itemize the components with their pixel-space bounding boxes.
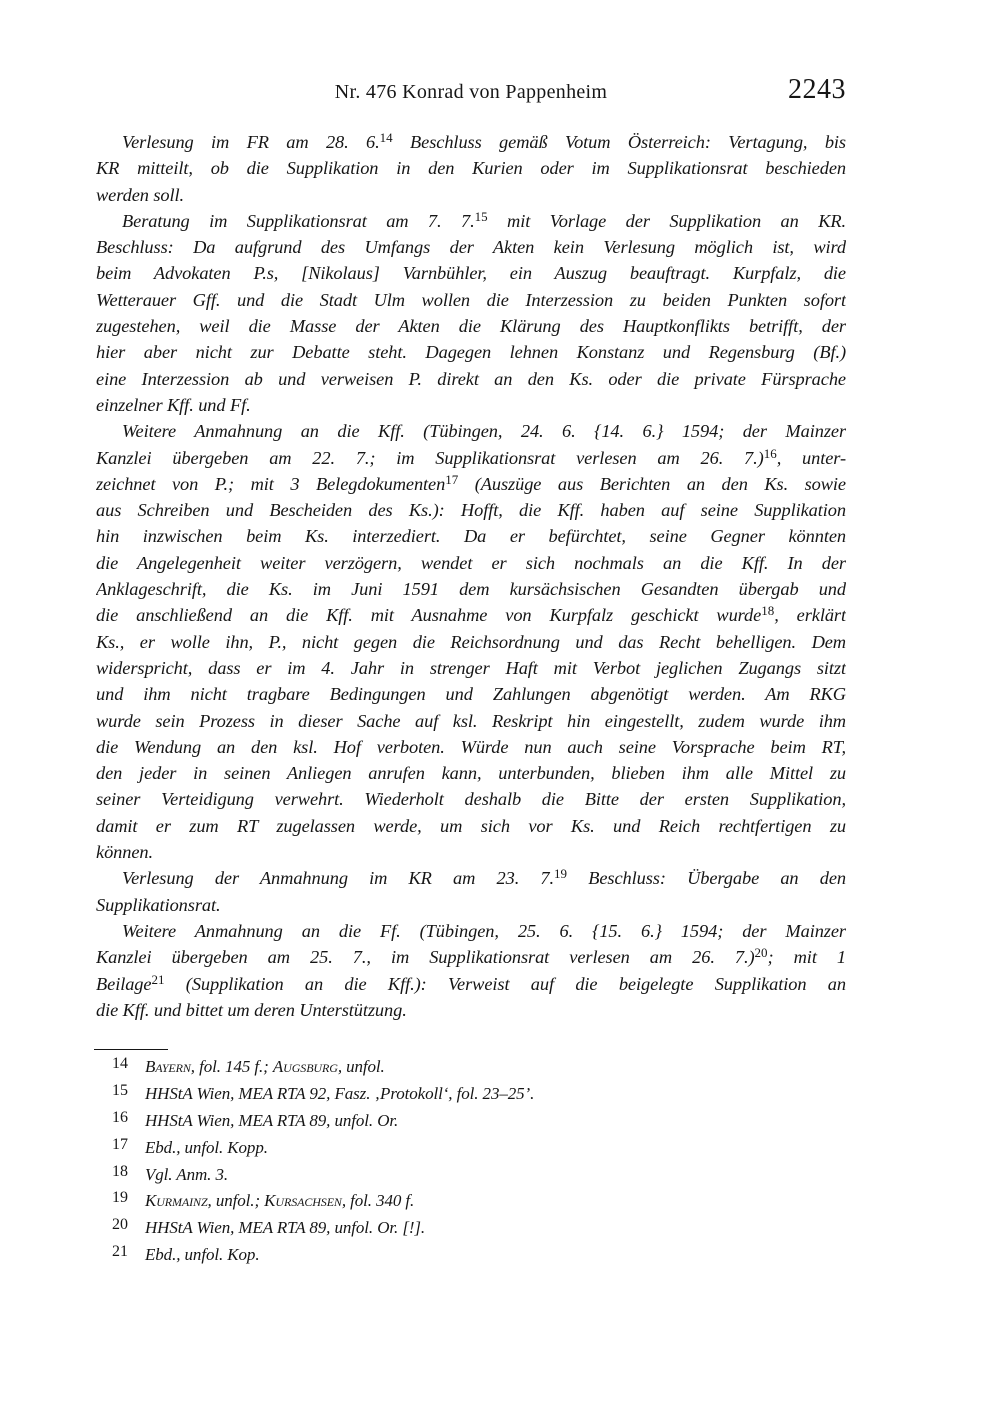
footnote-number: 18 xyxy=(112,1164,128,1180)
text-line: eine Interzession ab und verweisen P. direkt an den Ks. oder die private Fürsprache xyxy=(96,368,846,389)
footnote xyxy=(96,1191,846,1218)
text-line: Weitere Anmahnung an die Kff. (Tübingen, 24. 6. {14. 6.} 1594; der Mainzer xyxy=(122,421,846,442)
text-line: und ihm nicht tragbare Bedingungen und Zahlungen abgenötigt werden. Am RKG xyxy=(96,684,846,705)
paragraph xyxy=(96,129,846,208)
archive-name: Augsburg xyxy=(272,1057,338,1076)
text-line: zeichnet von P.; mit 3 Belegdokumenten$^{17}$ (Auszüge aus Berichten an den Ks. sowie xyxy=(96,471,846,494)
header-right xyxy=(607,74,846,106)
text-line: damit er zum RT zugelassen werde, um sich vor Ks. und Reich rechtfertigen zu xyxy=(96,815,846,836)
footnote-text: Bayern, fol. 145 f.; Augsburg, unfol. xyxy=(145,1057,385,1076)
footnote-number: 17 xyxy=(112,1137,128,1153)
paragraph xyxy=(96,865,846,918)
text-line: KR mitteilt, ob die Supplikation in den Kurien oder im Supplikationsrat beschieden xyxy=(96,158,846,179)
footnote-separator xyxy=(94,1049,168,1050)
text-line: Anklageschrift, die Ks. im Juni 1591 dem kursächsischen Gesandten übergab und xyxy=(96,579,846,600)
footnote-number: 15 xyxy=(112,1083,128,1099)
footnote xyxy=(96,1138,846,1165)
footnote xyxy=(96,1057,846,1084)
running-header xyxy=(96,74,846,106)
text-line: einzelner Kff. und Ff. xyxy=(96,394,251,415)
text-line: Kanzlei übergeben am 25. 7., im Supplikationsrat verlesen am 26. 7.)$^{20}$; mit 1 xyxy=(96,945,846,968)
footnote-ref: 14 xyxy=(379,130,393,145)
footnote-number: 19 xyxy=(112,1191,128,1207)
text-line: hier aber nicht zur Debatte steht. Dagegen lehnen Konstanz und Regensburg (Bf.) xyxy=(96,342,846,363)
footnote xyxy=(96,1084,846,1111)
text-line: Supplikationsrat. xyxy=(96,894,221,915)
archive-name: Kurmainz xyxy=(145,1191,208,1211)
footnote xyxy=(96,1218,846,1245)
paragraph xyxy=(96,418,846,865)
footnote-ref: 18 xyxy=(761,603,775,619)
archive-name: Bayern xyxy=(145,1057,191,1076)
footnote xyxy=(96,1245,846,1272)
footnote-text: Kurmainz, unfol.; Kursachsen, fol. 340 f. xyxy=(145,1191,415,1211)
footnote-ref: 20 xyxy=(754,945,768,961)
running-header-title: Nr. 476 Konrad von Pappenheim xyxy=(334,81,608,103)
text-line: den jeder in seinen Anliegen anrufen kann, unterbunden, blieben ihm alle Mittel zu xyxy=(96,763,846,784)
text-line: die anschließend an die Kff. mit Ausnahme von Kurpfalz geschickt wurde$^{18}$, erklärt xyxy=(96,603,846,626)
body-text xyxy=(96,129,846,1023)
text-line: widerspricht, dass er im 4. Jahr in strenger Haft mit Verbot jeglichen Zugangs sitzt xyxy=(96,657,846,678)
text-line: seiner Verteidigung verwehrt. Wiederholt deshalb die Bitte der ersten Supplikation, xyxy=(96,789,846,810)
archive-name: Kursachsen xyxy=(264,1191,342,1211)
text-line: die Angelegenheit weiter verzögern, wendet er sich nochmals an die Kff. In der xyxy=(96,552,846,573)
text-line: Beratung im Supplikationsrat am 7. 7.15 mit Vorlage der Supplikation an KR. xyxy=(122,208,846,231)
footnote-number: 21 xyxy=(112,1245,128,1261)
paragraph xyxy=(96,918,846,1023)
text-line: zugestehen, weil die Masse der Akten die Klärung des Hauptkonflikts betrifft, der xyxy=(96,316,846,337)
text-line: hin inzwischen beim Ks. interzediert. Da er befürchtet, seine Gegner könnten xyxy=(96,526,846,547)
footnote-text: HHStA Wien, MEA RTA 89, unfol. Or. xyxy=(145,1110,399,1130)
text-line: beim Advokaten P.s, [Nikolaus] Varnbühler, ein Auszug beauftragt. Kurpfalz, die xyxy=(96,263,846,284)
footnote-ref: 19 xyxy=(554,866,567,882)
text-line: Verlesung der Anmahnung im KR am 23. 7.19 Beschluss: Übergabe an den xyxy=(122,866,846,889)
footnote-ref: 15 xyxy=(474,208,488,224)
text-line: Ks., er wolle ihn, P., nicht gegen die Reichsordnung und das Recht behelligen. Dem xyxy=(96,631,846,652)
text-line: wurde sein Prozess in dieser Sache auf ksl. Reskript hin eingestellt, zudem wurde ihm xyxy=(96,710,846,731)
text-line: Weitere Anmahnung an die Ff. (Tübingen, 25. 6. {15. 6.} 1594; der Mainzer xyxy=(122,920,846,941)
paragraph xyxy=(96,208,846,418)
page-number: 2243 xyxy=(788,74,846,105)
text-line: die Wendung an den ksl. Hof verboten. Würde nun auch seine Vorsprache beim RT, xyxy=(96,736,846,757)
footnotes-list xyxy=(96,1057,846,1272)
footnote-number: 20 xyxy=(112,1218,128,1234)
footnote xyxy=(96,1165,846,1192)
text-line: Wetterauer Gff. und die Stadt Ulm wollen die Interzession zu beiden Punkten sofort xyxy=(96,289,846,310)
footnote-ref: 17 xyxy=(445,471,459,487)
footnote-text: Vgl. Anm. 3. xyxy=(145,1164,229,1184)
text-line: können. xyxy=(96,842,154,863)
text-line: Verlesung im FR am 28. 6.14 Beschluss gemäß Votum Österreich: Vertagung, bis xyxy=(122,130,846,152)
footnote-number: 14 xyxy=(112,1057,128,1072)
text-line: Beilage$^{21}$ (Supplikation an die Kff.): Verweist auf die beigelegte Supplikation an xyxy=(96,971,846,994)
text-line: die Kff. und bittet um deren Unterstützung. xyxy=(96,999,407,1020)
text-line: werden soll. xyxy=(96,184,185,205)
text-line: aus Schreiben und Bescheiden des Ks.): Hofft, die Kff. haben auf seine Supplikation xyxy=(96,500,846,521)
footnote xyxy=(96,1111,846,1138)
footnote-text: HHStA Wien, MEA RTA 92, Fasz. ‚Protokoll‘, fol. 23–25’. xyxy=(145,1083,535,1103)
footnote-ref: 21 xyxy=(151,971,165,987)
footnote-text: Ebd., unfol. Kopp. xyxy=(145,1137,268,1157)
text-line: Beschluss: Da aufgrund des Umfangs der Akten kein Verlesung möglich ist, wird xyxy=(96,237,846,258)
footnote-text: HHStA Wien, MEA RTA 89, unfol. Or. [!]. xyxy=(145,1218,426,1238)
footnote-ref: 16 xyxy=(763,445,777,461)
footnote-text: Ebd., unfol. Kop. xyxy=(145,1245,260,1265)
footnote-number: 16 xyxy=(112,1110,128,1126)
text-line: Kanzlei übergeben am 22. 7.; im Supplikationsrat verlesen am 26. 7.)$^{16}$, unter- xyxy=(96,445,846,468)
